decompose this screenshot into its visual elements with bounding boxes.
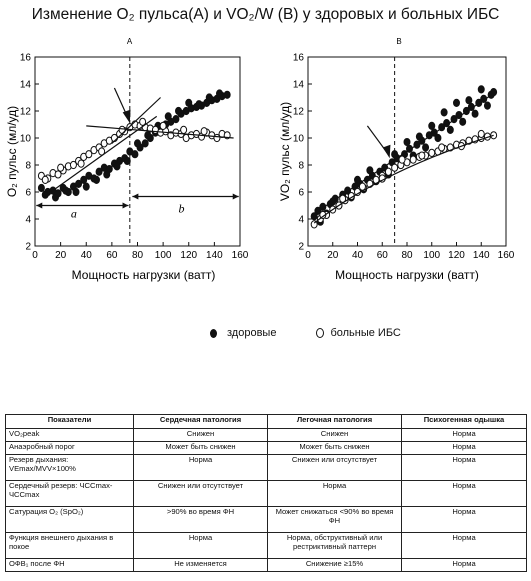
chart-panel-a (5, 37, 249, 282)
segment-label-a: a (70, 206, 77, 221)
table-cell: Снижен или отсутствует (268, 455, 402, 481)
y-tick-label: 8 (298, 160, 304, 172)
data-point-ihd (491, 132, 497, 139)
y-tick-label: 4 (298, 214, 304, 226)
data-point-healthy (224, 91, 230, 98)
table-header-cell: Сердечная патология (134, 415, 268, 429)
data-point-healthy (429, 122, 435, 129)
data-point-healthy (206, 94, 212, 101)
x-tick-label: 0 (32, 250, 38, 261)
y-tick-label: 8 (25, 160, 31, 172)
x-tick-label: 80 (401, 250, 413, 261)
y-tick-label: 10 (19, 133, 31, 145)
y-axis-label: O₂ пульс (мл/уд) (5, 105, 19, 198)
data-point-healthy (423, 144, 429, 151)
data-point-healthy (441, 109, 447, 116)
table-cell: Норма (268, 481, 402, 507)
data-point-healthy (196, 101, 202, 108)
chart-panel-b (278, 37, 515, 282)
table-cell: Норма (402, 533, 527, 559)
x-tick-label: 120 (180, 250, 198, 261)
y-tick-label: 6 (25, 187, 31, 199)
table-header-cell: Легочная патология (268, 415, 402, 429)
y-tick-label: 16 (19, 52, 31, 64)
data-point-healthy (38, 184, 44, 191)
y-axis-label: VO₂ пульс (мл/уд) (278, 101, 292, 202)
fit-line (314, 93, 493, 213)
x-tick-label: 120 (448, 250, 465, 261)
table-cell: Сатурация O₂ (SpO₂) (6, 507, 134, 533)
figure-title: Изменение O₂ пульса(А) и VO₂/W (B) у здоровых и больных ИБС (31, 6, 500, 23)
x-tick-label: 40 (351, 250, 364, 261)
panel-label: A (126, 37, 133, 46)
table-cell: Снижен (134, 429, 268, 442)
arrow-head (123, 203, 129, 209)
table-row (6, 481, 527, 507)
x-tick-label: 100 (423, 250, 441, 261)
y-tick-label: 2 (298, 241, 304, 253)
data-point-healthy (454, 99, 460, 106)
data-point-ihd (385, 168, 391, 175)
data-point-healthy (173, 116, 179, 123)
arrow-head (233, 194, 239, 200)
data-point-ihd (201, 128, 207, 135)
segment-label-b: b (178, 201, 185, 216)
table-cell: Снижен или отсутствует (134, 481, 268, 507)
data-point-healthy (435, 134, 441, 141)
table-cell: Норма (134, 533, 268, 559)
x-tick-label: 160 (497, 250, 515, 261)
y-tick-label: 16 (292, 52, 304, 64)
y-tick-label: 10 (292, 133, 304, 145)
x-tick-label: 20 (55, 250, 67, 261)
y-tick-label: 2 (25, 241, 31, 253)
table-cell: Может снижаться <90% во время ФН (268, 507, 402, 533)
data-point-ihd (58, 164, 64, 171)
data-point-ihd (78, 160, 84, 167)
x-tick-label: 0 (305, 250, 311, 261)
table-cell: Норма (134, 455, 268, 481)
table-cell: Анаэробный порог (6, 442, 134, 455)
data-point-healthy (73, 188, 79, 195)
x-tick-label: 160 (231, 250, 249, 261)
fit-line (45, 116, 156, 196)
table-cell: VO₂peak (6, 429, 134, 442)
data-point-healthy (472, 110, 478, 117)
y-tick-label: 12 (292, 106, 304, 118)
x-tick-label: 20 (327, 250, 339, 261)
legend (210, 327, 401, 339)
arrow-head (383, 145, 391, 159)
table-row (6, 429, 527, 442)
data-point-healthy (135, 140, 141, 147)
table-cell: Резерв дыхания: VEmax/MVV×100% (6, 455, 134, 481)
table-row (6, 559, 527, 572)
x-tick-label: 100 (154, 250, 172, 261)
data-point-healthy (416, 133, 422, 140)
table-cell: Норма (402, 442, 527, 455)
data-point-ihd (181, 126, 187, 133)
data-point-healthy (404, 138, 410, 145)
data-point-ihd (42, 176, 48, 183)
data-point-ihd (399, 156, 405, 163)
arrow-head (132, 194, 138, 200)
data-point-healthy (355, 176, 361, 183)
table-row (6, 442, 527, 455)
x-tick-label: 40 (80, 250, 92, 261)
x-axis-label: Мощность нагрузки (ватт) (335, 268, 479, 282)
x-tick-label: 80 (131, 250, 144, 261)
fit-line (314, 135, 493, 223)
x-tick-label: 60 (106, 250, 118, 261)
data-point-ihd (478, 130, 484, 137)
x-tick-label: 140 (472, 250, 490, 261)
x-axis-label: Мощность нагрузки (ватт) (71, 268, 216, 282)
data-point-healthy (478, 86, 484, 93)
table-cell: Может быть снижен (268, 442, 402, 455)
table-cell: Функция внешнего дыхания в покое (6, 533, 134, 559)
data-point-ihd (392, 164, 398, 171)
table-cell: Норма (402, 455, 527, 481)
table-row (6, 507, 527, 533)
data-point-healthy (53, 194, 59, 201)
table-cell: Снижение ≥15% (268, 559, 402, 572)
data-point-healthy (83, 183, 89, 190)
table-cell: Норма (402, 559, 527, 572)
table-cell: Норма (402, 507, 527, 533)
data-point-healthy (104, 171, 110, 178)
table-header-cell: Показатели (6, 415, 134, 429)
table-cell: >90% во время ФН (134, 507, 268, 533)
table-cell: ОФВ₁ после ФН (6, 559, 134, 572)
y-tick-label: 4 (25, 214, 31, 226)
data-point-healthy (165, 113, 171, 120)
data-point-healthy (145, 132, 151, 139)
y-tick-label: 14 (292, 79, 304, 91)
data-point-healthy (447, 126, 453, 133)
legend-ihd-label: больные ИБС (330, 327, 401, 340)
x-tick-label: 140 (206, 250, 223, 261)
data-point-ihd (410, 156, 416, 163)
data-point-ihd (429, 149, 435, 156)
comparison-table (5, 414, 527, 572)
data-point-healthy (392, 151, 398, 158)
arrow-head (123, 110, 131, 124)
data-point-healthy (114, 163, 120, 170)
table-row (6, 455, 527, 481)
data-point-ihd (419, 152, 425, 159)
table-cell: Сердечный резерв: ЧССmax-ЧССmax (6, 481, 134, 507)
table-cell: Норма, обструктивный или рестриктивный паттерн (268, 533, 402, 559)
legend-filled-marker (210, 329, 217, 338)
legend-healthy-label: здоровые (227, 327, 277, 340)
data-point-healthy (176, 107, 182, 114)
table-cell: Не изменяется (134, 559, 268, 572)
data-point-healthy (132, 151, 138, 158)
table-header-cell: Психогенная одышка (402, 415, 527, 429)
panel-label: B (396, 37, 402, 46)
data-point-ihd (439, 144, 445, 151)
y-tick-label: 12 (19, 106, 31, 118)
legend-open-marker (316, 328, 324, 338)
x-tick-label: 60 (376, 250, 388, 261)
data-point-healthy (63, 187, 69, 194)
table-cell: Норма (402, 429, 527, 442)
arrow-head (36, 203, 42, 209)
data-point-healthy (466, 97, 472, 104)
data-point-healthy (124, 157, 130, 164)
table-cell: Норма (402, 481, 527, 507)
data-point-healthy (142, 140, 148, 147)
y-tick-label: 14 (19, 79, 31, 91)
data-point-healthy (186, 99, 192, 106)
data-point-healthy (484, 102, 490, 109)
table-cell: Может быть снижен (134, 442, 268, 455)
data-point-healthy (367, 167, 373, 174)
y-tick-label: 6 (298, 187, 304, 199)
table-cell: Снижен (268, 429, 402, 442)
charts (0, 28, 531, 328)
data-point-healthy (94, 176, 100, 183)
data-point-healthy (460, 118, 466, 125)
data-point-healthy (217, 90, 223, 97)
table-row (6, 533, 527, 559)
table-header-row (6, 415, 527, 429)
data-point-ihd (160, 122, 166, 129)
